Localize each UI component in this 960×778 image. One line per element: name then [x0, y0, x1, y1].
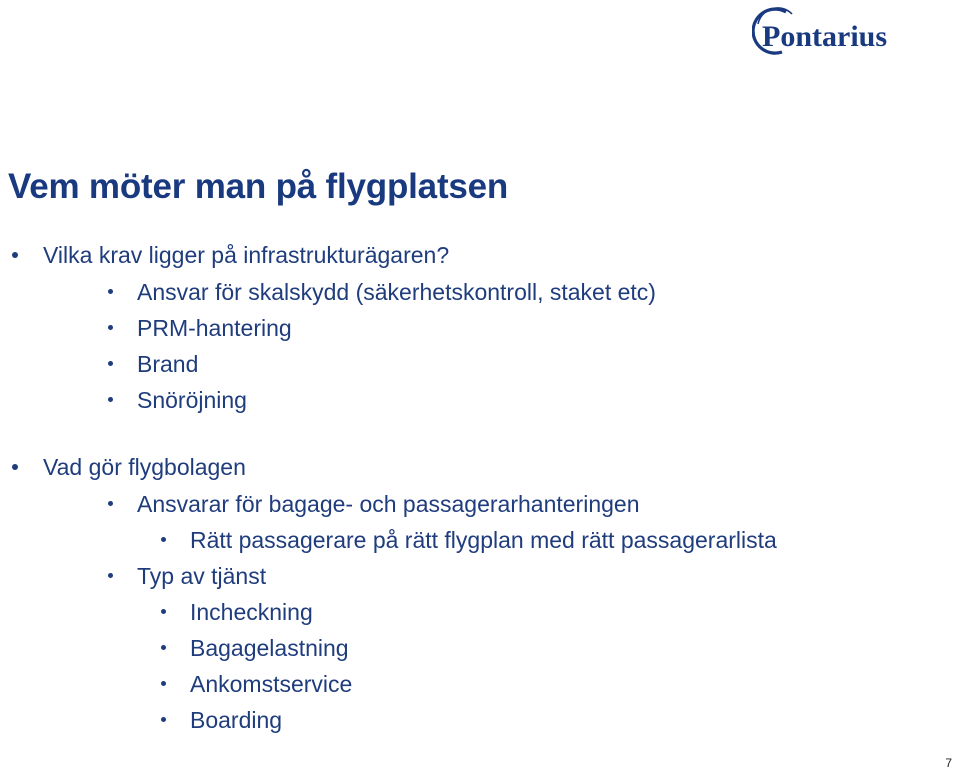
list-item — [190, 526, 777, 554]
bullet-icon — [161, 537, 166, 542]
list-item-text: PRM-hantering — [137, 315, 292, 341]
slide-title: Vem möter man på flygplatsen — [8, 167, 509, 206]
bullet-icon — [161, 609, 166, 614]
bullet-icon — [108, 289, 113, 294]
list-item-text: Brand — [137, 351, 199, 377]
list-item-text: Vad gör flygbolagen — [43, 454, 246, 480]
list-item-text: Typ av tjänst — [137, 563, 267, 589]
list-item-text: Boarding — [190, 707, 283, 733]
bullet-icon — [161, 645, 166, 650]
list-item — [190, 670, 352, 698]
list-item — [137, 490, 640, 518]
list-item-text: Ankomstservice — [190, 671, 353, 697]
bullet-icon — [108, 397, 113, 402]
list-item — [190, 598, 313, 626]
list-item — [190, 634, 349, 662]
bullet-icon — [161, 717, 166, 722]
bullet-icon — [108, 573, 113, 578]
bullet-icon — [108, 501, 113, 506]
list-item — [190, 706, 282, 734]
bullet-icon — [12, 252, 18, 258]
list-item — [137, 350, 198, 378]
list-item — [137, 386, 247, 414]
logo-text: Pontarius — [762, 20, 888, 53]
list-item-text: Snöröjning — [137, 387, 247, 413]
list-item — [137, 314, 292, 342]
list-item-text: Vilka krav ligger på infrastrukturägaren? — [43, 242, 450, 268]
bullet-icon — [161, 681, 166, 686]
list-item — [43, 241, 449, 269]
list-item-text: Incheckning — [190, 599, 313, 625]
bullet-icon — [108, 325, 113, 330]
bullet-icon — [12, 464, 18, 470]
bullet-icon — [108, 361, 113, 366]
list-item-text: Rätt passagerare på rätt flygplan med rätt passagerarlista — [190, 527, 777, 553]
list-item-text: Ansvar för skalskydd (säkerhetskontroll, staket etc) — [137, 279, 656, 305]
list-item — [43, 453, 246, 481]
list-item — [137, 562, 266, 590]
list-item-text: Bagagelastning — [190, 635, 349, 661]
list-item — [137, 278, 656, 306]
page-number: 7 — [945, 756, 952, 770]
list-item-text: Ansvarar för bagage- och passagerarhanteringen — [137, 491, 640, 517]
